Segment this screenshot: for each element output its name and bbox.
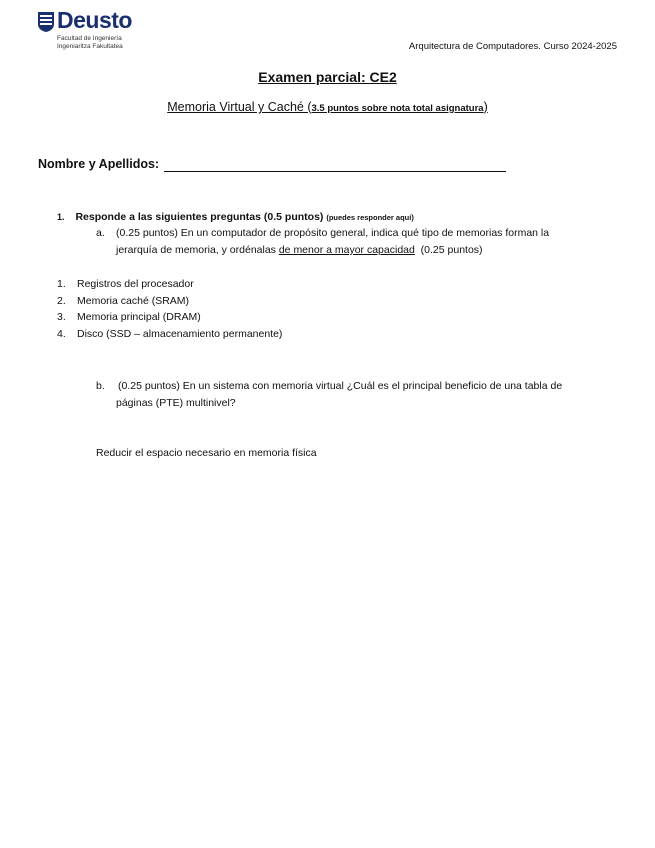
question-note: (puedes responder aquí) — [326, 213, 414, 222]
name-field[interactable] — [164, 171, 506, 172]
logo-subtitle-2: Ingeniaritza Fakultatea — [57, 43, 123, 50]
logo-wordmark: Deusto — [57, 7, 132, 33]
part-b-line-2: páginas (PTE) multinivel? — [116, 397, 236, 409]
part-b-answer[interactable]: Reducir el espacio necesario en memoria física — [96, 447, 317, 459]
course-header: Arquitectura de Computadores. Curso 2024-2025 — [408, 41, 617, 52]
answer-number: 4. — [57, 328, 66, 340]
shield-icon — [38, 12, 54, 32]
question-1 — [57, 211, 414, 223]
part-b-marker: b. — [96, 380, 105, 392]
answer-item — [57, 278, 66, 290]
answer-number: 2. — [57, 295, 66, 307]
answer-text: Registros del procesador — [77, 278, 194, 290]
logo-subtitle-1: Facultad de Ingeniería — [57, 35, 122, 42]
deusto-logo — [38, 7, 168, 54]
answer-text: Memoria caché (SRAM) — [77, 295, 190, 307]
answer-text: Memoria principal (DRAM) — [77, 311, 201, 323]
subtitle-points: 3.5 puntos sobre nota total asignatura — [311, 103, 484, 114]
question-number: 1. — [57, 212, 65, 222]
part-a-line-1: (0.25 puntos) En un computador de propósito general, indica qué tipo de memorias forman la — [116, 227, 550, 239]
subtitle-close: ) — [483, 100, 488, 114]
answer-item — [57, 295, 66, 307]
page-title: Examen parcial: CE2 — [258, 69, 397, 85]
name-label: Nombre y Apellidos: — [38, 157, 160, 171]
part-a-underlined: de menor a mayor capacidad — [278, 244, 415, 256]
question-text: Responde a las siguientes preguntas (0.5 puntos) — [75, 211, 324, 223]
answer-number: 1. — [57, 278, 66, 290]
answer-text: Disco (SSD – almacenamiento permanente) — [77, 328, 283, 340]
answer-item — [57, 328, 66, 340]
part-a-line-2 — [116, 244, 483, 256]
part-a-line-2-start: jerarquía de memoria, y ordénalas — [116, 244, 279, 256]
subtitle-main: Memoria Virtual y Caché ( — [167, 100, 312, 114]
answer-item — [57, 311, 66, 323]
page-subtitle — [0, 100, 655, 114]
answer-number: 3. — [57, 311, 66, 323]
part-b-line-1: (0.25 puntos) En un sistema con memoria virtual ¿Cuál es el principal beneficio de una tabla de — [118, 380, 563, 392]
part-a-line-2-end: (0.25 puntos) — [414, 244, 483, 256]
part-a-marker: a. — [96, 227, 105, 239]
